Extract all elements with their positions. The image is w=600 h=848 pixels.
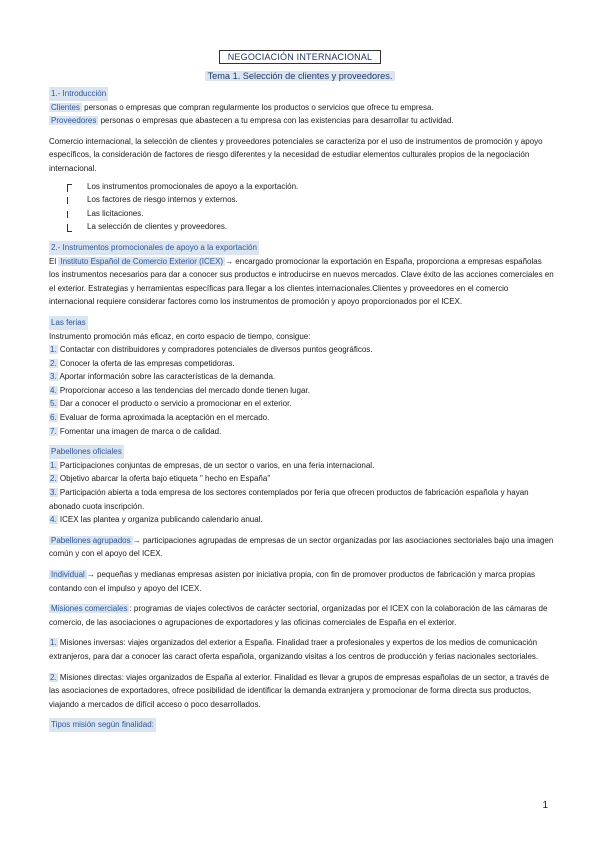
list-item: 3. Participación abierta a toda empresa de los sectores contemplados por feria que ofrecen productos de fabricación española y hayan abonado cuota inscripción.: [49, 488, 529, 511]
icex-paragraph: El Instituto Español de Comercio Exterior (ICEX) → encargado promocionar la exportación en España, proporciona a empresas españolas los instrumentos necesarios para dar a conocer sus productos e introducirse en nuevos mercados. Clave éxito de las acciones comerciales en el exterior. Estrategias y herramientas específicas para llegar a los clientes internacionales.Clientes y proveedores en el comercio internacional requiere considerar factores como los instrumentos de promoción y apoyo proporcionados por el ICEX.: [49, 256, 554, 307]
list-item: 1. Participaciones conjuntas de empresas, de un sector o varios, en una feria internacional.: [50, 460, 375, 470]
proveedores-term: Proveedores: [51, 116, 97, 126]
document-title: NEGOCIACIÓN INTERNACIONAL: [219, 50, 382, 64]
list-item: Los factores de riesgo internos y externos.: [67, 193, 554, 207]
misiones-paragraph: Misiones comerciales : programas de viajes colectivos de carácter sectorial, organizadas por el ICEX con la colaboración de las cámaras de comercio, de las asociaciones o agrupaciones de exportadores y las oficinas comerciales de España en el exterior.: [49, 604, 548, 627]
individual-term: Individual: [51, 570, 85, 579]
misiones-directas: 2. Misiones directas: viajes organizados de España al exterior. Finalidad es llevar a grupos de empresas españolas de un sector, a través de las asociaciones de exportadores, ofrece posibilidad de identificar la demanda extranjera y promocionar de forma directa sus productos, viajando a mercados de difícil acceso o poco desarrollados.: [49, 672, 550, 709]
clientes-term: Clientes: [51, 102, 80, 112]
list-item: 1. Contactar con distribuidores y compradores potenciales de diversos puntos geográficos.: [50, 345, 373, 355]
intro-bullet-list: [67, 180, 554, 234]
clientes-definition: Clientes personas o empresas que compran regularmente los productos o servicios que ofrece tu empresa.: [51, 102, 434, 112]
list-item: Los instrumentos promocionales de apoyo a la exportación.: [67, 180, 554, 194]
list-item: 6. Evaluar de forma aproximada la aceptación en el mercado.: [50, 413, 270, 423]
list-item: 5. Dar a conocer el producto o servicio a promocionar en el exterior.: [50, 399, 292, 409]
subtitle-wrap: [0, 71, 600, 81]
section-heading-instruments: 2.- Instrumentos promocionales de apoyo a la exportación: [49, 241, 259, 255]
intro-paragraph: Comercio internacional, la selección de clientes y proveedores potenciales se caracteriza por el uso de instrumentos de promoción y apoyo específicos, la consideración de factores de riesgo diferentes y la necesidad de estudiar elementos culturales propios de la negociación internacional.: [49, 136, 543, 173]
section-heading-intro: 1.- Introducción: [49, 87, 108, 101]
misiones-term: Misiones comerciales: [51, 604, 128, 614]
section-heading-ferias: Las ferias: [49, 316, 88, 330]
document-content: [49, 87, 554, 732]
list-item: 2. Conocer la oferta de las empresas competidoras.: [50, 358, 235, 368]
list-item: 4. ICEX las plantea y organiza publicando calendario anual.: [50, 515, 263, 525]
misiones-inversas: 1. Misiones inversas: viajes organizados del exterior a España. Finalidad traer a profesionales y expertos de los medios de comunicación extranjeros, para dar a conocer las caract oferta española, organizando visitas a los centros de producción y ferias nacionales sectoriales.: [49, 638, 539, 661]
document-subtitle: Tema 1. Selección de clientes y proveedores.: [205, 71, 396, 81]
ferias-intro: Instrumento promoción más eficaz, en corto espacio de tiempo, consigue:: [49, 331, 311, 341]
list-item: 4. Proporcionar acceso a las tendencias del mercado donde tienen lugar.: [50, 385, 310, 395]
pabellones-agrupados-term: Pabellones agrupados: [51, 535, 131, 545]
title-wrap: [0, 50, 600, 64]
tipos-mision-heading: Tipos misión según finalidad:: [49, 718, 156, 732]
list-item: La selección de clientes y proveedores.: [67, 220, 554, 234]
proveedores-definition: Proveedores personas o empresas que abastecen a tu empresa con las existencias para desarrollar tu actividad.: [51, 116, 454, 126]
section-heading-pabellones-oficiales: Pabellones oficiales: [49, 445, 124, 459]
icex-term: Instituto Español de Comercio Exterior (ICEX): [60, 256, 224, 266]
pabellones-agrupados-paragraph: Pabellones agrupados → participaciones agrupadas de empresas de un sector organizadas por las asociaciones sectoriales bajo una imagen común y con el apoyo del ICEX.: [49, 535, 554, 559]
page-number: 1: [542, 800, 548, 811]
list-item: Las licitaciones.: [67, 207, 554, 221]
list-item: 7. Fomentar una imagen de marca o de calidad.: [50, 426, 222, 436]
list-item: 3. Aportar información sobre las características de la demanda.: [50, 372, 276, 382]
individual-paragraph: Individual → pequeñas y medianas empresas asisten por iniciativa propia, con fin de promover productos de fabricación y marca propias contando con el impulso y apoyo del ICEX.: [49, 570, 536, 593]
list-item: 2. Objetivo abarcar la oferta bajo etiqueta " hecho en España": [50, 474, 271, 484]
